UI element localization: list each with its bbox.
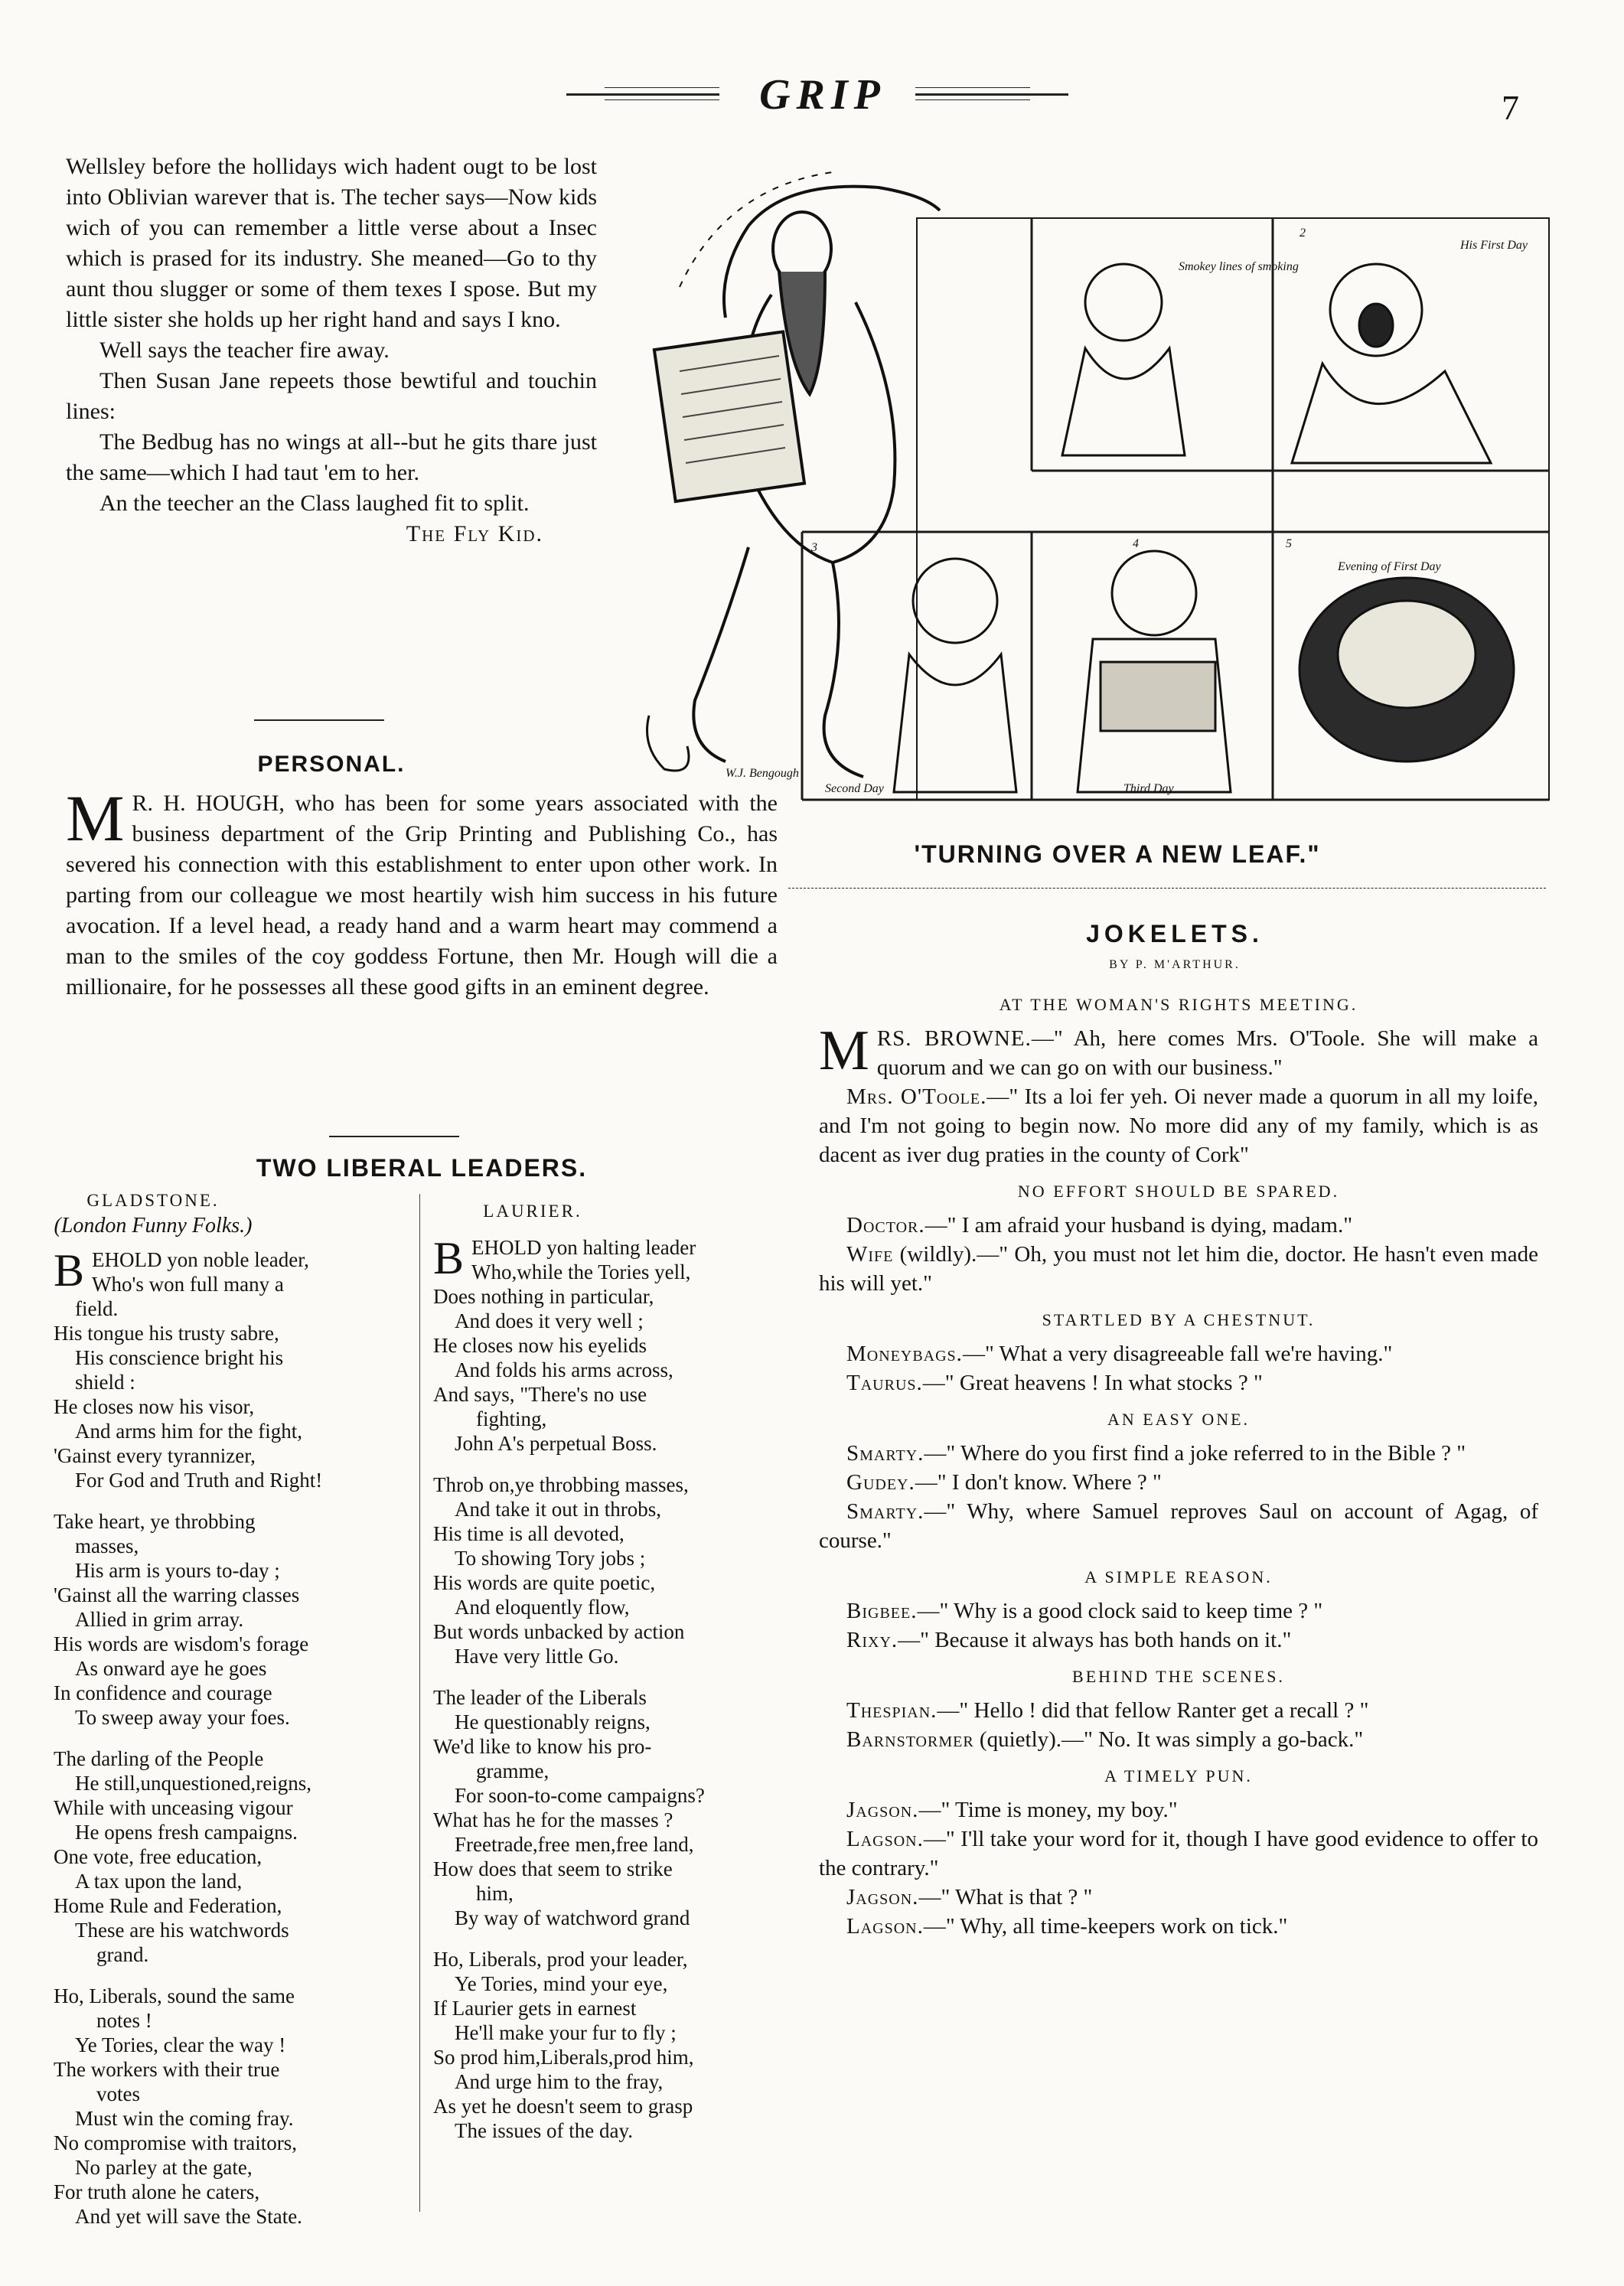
poem-line [54, 1656, 413, 1681]
joke-line [819, 1883, 1538, 1912]
poem-line-text: What has he for the masses ? [433, 1808, 673, 1831]
poem-line-text: him, [476, 1882, 514, 1905]
poem-line-text: So prod him,Liberals,prod him, [433, 2046, 694, 2069]
poem-line-text: These are his watchwords [75, 1919, 289, 1942]
joke-line [819, 1626, 1538, 1655]
poem-line-text: Ye Tories, mind your eye, [455, 1972, 668, 1995]
poem-line-text: field. [75, 1297, 119, 1320]
poem-line-text: As yet he doesn't seem to grasp [433, 2095, 693, 2118]
poem-line-text: He closes now his eyelids [433, 1334, 647, 1357]
gladstone-stanzas [54, 1247, 413, 2229]
stanza [433, 1947, 785, 2143]
poem-line [433, 1783, 785, 1808]
poem-line [433, 2045, 785, 2069]
panel-1-text: Smokey lines of smoking [1179, 260, 1299, 273]
poem-line [433, 1619, 785, 1644]
cartoon [634, 165, 1552, 853]
joke-speaker: Rixy. [846, 1628, 898, 1652]
joke-line [819, 1912, 1538, 1941]
poem-line [433, 1333, 785, 1358]
jokelets-body [819, 983, 1538, 1941]
poem-line-text: By way of watchword grand [455, 1906, 690, 1929]
poem-line-text: notes ! [96, 2009, 152, 2032]
left-poem-dropcap: B [54, 1245, 85, 1296]
poem-line [54, 1296, 413, 1321]
poem-line-text: The issues of the day. [455, 2119, 633, 2142]
poem-line [433, 1857, 785, 1881]
poem-line-text: 'Gainst every tyrannizer, [54, 1444, 256, 1467]
jokelets-dropcap: M [819, 1019, 869, 1082]
joke-speaker: Lagson. [846, 1827, 924, 1851]
poem-line-text: He opens fresh campaigns. [75, 1821, 298, 1844]
poem-line [54, 1583, 413, 1607]
poem-line-text: The darling of the People [54, 1747, 264, 1770]
poem-line [433, 1971, 785, 1996]
joke-line [819, 1468, 1538, 1497]
poem-line-text: His words are quite poetic, [433, 1571, 656, 1594]
letter-paragraph: Wellsley before the hollidays wich hadent ougt to be lost into Oblivian warever that is. The techer says—Now kids wich of you can remember a little verse about a Insec which is prased for its industry. She meaned—Go to thy aunt thou slugger or some of them texes I spose. But my little sister she holds up her right hand and says I kno. [66, 154, 597, 332]
joke-line [819, 1825, 1538, 1883]
poem-line-text: His arm is yours to-day ; [75, 1559, 280, 1582]
poem-line-text: Ho, Liberals, prod your leader, [433, 1948, 688, 1971]
panel-2-label: 2 [1300, 227, 1306, 240]
poem-line-text: 'Gainst all the warring classes [54, 1583, 300, 1606]
personal-text: R. H. HOUGH, who has been for some years associated with the business department of the Grip Printing and Publishing Co., has severed his connection with this establishment to enter upon other work. In parting from our colleague we most heartily wish him success in his future avocation. If a level head, a ready hand and a warm heart may commend a man to the smiles of the coy goddess Fortune, then Mr. Hough will die a millionaire, for he possesses all these good gifts in an eminent degree. [66, 791, 778, 1000]
joke-line [819, 1696, 1538, 1725]
poem-line [54, 2082, 413, 2106]
joke-section-title: STARTLED BY A CHESTNUT. [1042, 1310, 1316, 1329]
laurier-stanzas [433, 1235, 785, 2143]
poem-line-text: The leader of the Liberals [433, 1686, 647, 1709]
poem-line-text: votes [96, 2082, 140, 2105]
joke-text: —" I don't know. Where ? " [915, 1470, 1162, 1495]
panel-figures [894, 264, 1514, 792]
joke-line [819, 1596, 1538, 1626]
poem-line [54, 1681, 413, 1705]
poem-line-text: Ye Tories, clear the way ! [75, 2033, 286, 2056]
poem-line-text: Who,while the Tories yell, [471, 1260, 691, 1283]
poem-line-text: His tongue his trusty sabre, [54, 1322, 279, 1345]
poem-line-text: While with unceasing vigour [54, 1796, 293, 1819]
page-number: 7 [1502, 88, 1519, 127]
laurier-poem [433, 1202, 785, 2160]
poem-line [54, 1394, 413, 1419]
joke-speaker: Taurus. [846, 1371, 923, 1395]
joke-speaker: Jagson. [846, 1798, 919, 1822]
poem-line [433, 1382, 785, 1407]
poem-line [433, 1260, 785, 1284]
poem-line-text: And folds his arms across, [455, 1358, 673, 1381]
poem-line-text: A tax upon the land, [75, 1870, 243, 1893]
panel-5-caption: Evening of First Day [1338, 560, 1441, 573]
poem-line-text: We'd like to know his pro- [433, 1735, 652, 1758]
poem-line-text: And eloquently flow, [455, 1596, 630, 1619]
poem-line [54, 1443, 413, 1468]
joke-line [819, 1240, 1538, 1298]
poem-line-text: If Laurier gets in earnest [433, 1997, 637, 2020]
poem-line-text: He questionably reigns, [455, 1710, 651, 1733]
poem-line [54, 1370, 413, 1394]
poem-line-text: No compromise with traitors, [54, 2131, 297, 2154]
gladstone-poem [54, 1191, 413, 2245]
joke-line [819, 1368, 1538, 1397]
poem-line [54, 1272, 413, 1296]
joke-speaker: Moneybags. [846, 1342, 963, 1366]
poem-line [54, 1918, 413, 1942]
poem-line [433, 1685, 785, 1710]
joke-line [819, 1439, 1538, 1468]
joke-line [819, 1795, 1538, 1825]
gladstone-title: GLADSTONE. [86, 1191, 220, 1210]
panel-3-label: 3 [811, 541, 817, 554]
letter-paragraph: An the teecher an the Class laughed fit to split. [99, 491, 530, 516]
jokelets-heading: JOKELETS. [1086, 920, 1264, 947]
joke-text: —" Why, where Samuel reproves Saul on account of Agag, of course." [819, 1499, 1538, 1553]
stanza [54, 1247, 413, 1492]
poem-line [433, 1808, 785, 1832]
poem-line [54, 1509, 413, 1534]
poem-line-text: And says, "There's no use [433, 1383, 647, 1406]
poem-line [54, 2131, 413, 2155]
poem-line [433, 1906, 785, 1930]
joke-section-title: AT THE WOMAN'S RIGHTS MEETING. [999, 995, 1358, 1014]
poem-line [433, 1996, 785, 2020]
poem-line [54, 2204, 413, 2229]
joke-text: —" Time is money, my boy." [918, 1798, 1178, 1822]
poem-line [54, 1771, 413, 1795]
poem-line-text: And urge him to the fray, [455, 2070, 664, 2093]
poem-line [433, 1881, 785, 1906]
poem-line-text: For truth alone he caters, [54, 2180, 260, 2203]
poem-line-text: To showing Tory jobs ; [455, 1547, 646, 1570]
joke-speaker: Jagson. [846, 1885, 919, 1909]
poem-line [433, 1284, 785, 1309]
poem-line [433, 1497, 785, 1521]
poem-line-text: EHOLD yon halting leader [471, 1236, 696, 1259]
joke-text: (quietly).—" No. It was simply a go-back." [973, 1727, 1364, 1752]
joke-text: —" Because it always has both hands on it." [898, 1628, 1292, 1652]
masthead-title: GRIP [759, 71, 886, 119]
joke-text: —" Why, all time-keepers work on tick." [923, 1914, 1288, 1939]
letter-paragraph: Then Susan Jane repeets those bewtiful and touchin lines: [66, 368, 597, 424]
joke-text: —" Where do you first find a joke referred to in the Bible ? " [924, 1441, 1466, 1466]
poem-line-text: But words unbacked by action [433, 1620, 685, 1643]
poem-line [54, 2033, 413, 2057]
joke-text: —" I'll take your word for it, though I have good evidence to offer to the contrary." [819, 1827, 1538, 1880]
stanza [54, 1509, 413, 1730]
poem-line-text: Ho, Liberals, sound the same [54, 1984, 295, 2007]
third-day-caption: Third Day [1123, 782, 1174, 795]
poem-line-text: His conscience bright his [75, 1346, 284, 1369]
poem-line [433, 1521, 785, 1546]
poem-line [54, 1468, 413, 1492]
poem-line [54, 1869, 413, 1893]
poem-line [54, 1632, 413, 1656]
poem-line [433, 2094, 785, 2118]
cartoon-caption: 'TURNING OVER A NEW LEAF." [914, 840, 1321, 868]
poem-line-text: He closes now his visor, [54, 1395, 255, 1418]
joke-text: —" Hello ! did that fellow Ranter get a recall ? " [937, 1698, 1369, 1723]
poem-line [54, 1844, 413, 1869]
panel-2-caption: His First Day [1460, 239, 1528, 252]
joke-speaker: Thespian. [846, 1698, 938, 1723]
poem-line [54, 2106, 413, 2131]
poem-line [433, 2118, 785, 2143]
poem-line [54, 1558, 413, 1583]
poem-line [433, 1309, 785, 1333]
joke-text: —" What a very disagreeable fall we're having." [962, 1342, 1393, 1366]
joke-speaker: Doctor. [846, 1213, 925, 1238]
poem-line [54, 2057, 413, 2082]
poem-line [433, 1644, 785, 1668]
poem-line-text: As onward aye he goes [75, 1657, 267, 1680]
personal-heading: PERSONAL. [257, 752, 406, 777]
personal-dropcap: M [66, 781, 125, 855]
stanza [433, 1235, 785, 1456]
poem-line-text: For soon-to-come campaigns? [455, 1784, 705, 1807]
poem-line-text: In confidence and courage [54, 1681, 272, 1704]
father-time-figure [647, 172, 941, 777]
poem-line-text: For God and Truth and Right! [75, 1469, 323, 1492]
joke-speaker: Gudey. [846, 1470, 915, 1495]
poem-line [54, 1746, 413, 1771]
letter-column [66, 152, 597, 549]
joke-section-title: BEHIND THE SCENES. [1072, 1667, 1285, 1686]
poem-line-text: He'll make your fur to fly ; [455, 2021, 677, 2044]
joke-line [819, 1019, 1538, 1082]
poem-line-text: Allied in grim array. [75, 1608, 244, 1631]
poem-line-text: masses, [75, 1534, 139, 1557]
joke-text: —" Why is a good clock said to keep time ? " [917, 1599, 1323, 1623]
poem-line-text: Have very little Go. [455, 1645, 619, 1668]
poem-line-text: gramme, [476, 1759, 549, 1782]
joke-line [819, 1497, 1538, 1555]
joke-text: (wildly).—" Oh, you must not let him die, doctor. He hasn't even made his will yet." [819, 1242, 1538, 1296]
poem-line-text: Take heart, ye throbbing [54, 1510, 256, 1533]
poem-line [433, 2069, 785, 2094]
poem-line-text: His words are wisdom's forage [54, 1632, 309, 1655]
poem-line [54, 1893, 413, 1918]
poem-line-text: Freetrade,free men,free land, [455, 1833, 694, 1856]
letter-signature: The Fly Kid. [406, 521, 543, 546]
joke-section-title: A TIMELY PUN. [1104, 1766, 1253, 1785]
poem-line [54, 2180, 413, 2204]
poem-line [433, 1358, 785, 1382]
artist-signature: W.J. Bengough [726, 767, 799, 780]
poem-line-text: And yet will save the State. [75, 2205, 302, 2228]
letter-paragraph: The Bedbug has no wings at all--but he gits thare just the same—which I had taut 'em to her. [66, 429, 597, 485]
jokelets-byline: BY P. M'ARTHUR. [1109, 958, 1241, 971]
right-poem-dropcap: B [433, 1233, 465, 1283]
stanza [433, 1685, 785, 1930]
panel-5-label: 5 [1286, 537, 1292, 550]
joke-speaker: Lagson. [846, 1914, 924, 1939]
poem-line [433, 1832, 785, 1857]
poem-line [54, 1534, 413, 1558]
poem-line [54, 2008, 413, 2033]
cartoon-svg [634, 165, 1552, 853]
poem-line [433, 1759, 785, 1783]
poem-line-text: He still,unquestioned,reigns, [75, 1772, 311, 1795]
joke-speaker: Bigbee. [846, 1599, 918, 1623]
joke-speaker: RS. BROWNE. [876, 1026, 1032, 1051]
poem-line [433, 2020, 785, 2045]
poem-line [433, 1407, 785, 1431]
poem-line [433, 1734, 785, 1759]
poem-line-text: Home Rule and Federation, [54, 1894, 282, 1917]
panel-4-label: 4 [1133, 537, 1139, 550]
poem-line [433, 1546, 785, 1570]
poem-line-text: One vote, free education, [54, 1845, 263, 1868]
poem-line-text: grand. [96, 1943, 149, 1966]
joke-line [819, 1211, 1538, 1240]
poem-line [54, 1419, 413, 1443]
joke-text: —" Great heavens ! In what stocks ? " [922, 1371, 1263, 1395]
joke-speaker: Wife [846, 1242, 894, 1267]
poem-line-text: And arms him for the fight, [75, 1420, 302, 1443]
poem-line [433, 1431, 785, 1456]
poem-line-text: shield : [75, 1371, 135, 1394]
joke-text: —" Its a loi fer yeh. Oi never made a quorum in all my loife, and I'm not going to begin now. No more did any of my family, which is as dacent as iver dug praties in the county of Cork" [819, 1084, 1539, 1167]
joke-line [819, 1339, 1538, 1368]
poem-line-text: Does nothing in particular, [433, 1285, 654, 1308]
joke-section-title: A SIMPLE REASON. [1084, 1567, 1273, 1587]
joke-speaker: Smarty. [846, 1499, 925, 1524]
joke-section-title: AN EASY ONE. [1107, 1410, 1251, 1429]
joke-line [819, 1725, 1538, 1754]
gladstone-source: (London Funny Folks.) [54, 1214, 253, 1238]
poem-line [54, 1942, 413, 1967]
second-day-caption: Second Day [825, 782, 884, 795]
poem-line [54, 1321, 413, 1345]
poem-line-text: Throb on,ye throbbing masses, [433, 1473, 689, 1496]
poem-line-text: fighting, [476, 1407, 547, 1430]
poem-line [433, 1570, 785, 1595]
poem-line [54, 1607, 413, 1632]
stanza [54, 1746, 413, 1967]
poem-line-text: Who's won full many a [92, 1273, 284, 1296]
poem-line-text: The workers with their true [54, 2058, 280, 2081]
poem-line-text: To sweep away your foes. [75, 1706, 290, 1729]
poem-line [433, 1595, 785, 1619]
poem-line [54, 1984, 413, 2008]
laurier-title: LAURIER. [483, 1202, 582, 1221]
letter-paragraph: Well says the teacher fire away. [99, 338, 390, 363]
poem-line-text: And take it out in throbs, [455, 1498, 661, 1521]
poem-line-text: No parley at the gate, [75, 2156, 253, 2179]
poem-line [54, 2155, 413, 2180]
joke-line [819, 1082, 1538, 1169]
poem-line [433, 1947, 785, 1971]
joke-text: —" I am afraid your husband is dying, madam." [925, 1213, 1353, 1238]
poem-line [54, 1705, 413, 1730]
poem-line [54, 1345, 413, 1370]
joke-speaker: Smarty. [846, 1441, 925, 1466]
poem-line [433, 1472, 785, 1497]
poem-line [433, 1710, 785, 1734]
poem-line-text: EHOLD yon noble leader, [92, 1248, 309, 1271]
poem-line [54, 1795, 413, 1820]
stanza [433, 1472, 785, 1668]
stanza [54, 1984, 413, 2229]
poem-line-text: How does that seem to strike [433, 1857, 673, 1880]
poem-line-text: And does it very well ; [455, 1309, 644, 1332]
joke-speaker: Barnstormer [846, 1727, 974, 1752]
poem-line-text: His time is all devoted, [433, 1522, 624, 1545]
joke-text: —" Ah, here comes Mrs. O'Toole. She will make a quorum and we can go on with our business." [876, 1026, 1538, 1080]
poem-line-text: John A's perpetual Boss. [455, 1432, 657, 1455]
joke-section-title: NO EFFORT SHOULD BE SPARED. [1017, 1182, 1340, 1201]
two-leaders-heading: TWO LIBERAL LEADERS. [256, 1154, 588, 1182]
poem-line [54, 1820, 413, 1844]
joke-speaker: Mrs. O'Toole. [846, 1084, 987, 1109]
joke-text: —" What is that ? " [918, 1885, 1093, 1909]
poem-line-text: Must win the coming fray. [75, 2107, 294, 2130]
